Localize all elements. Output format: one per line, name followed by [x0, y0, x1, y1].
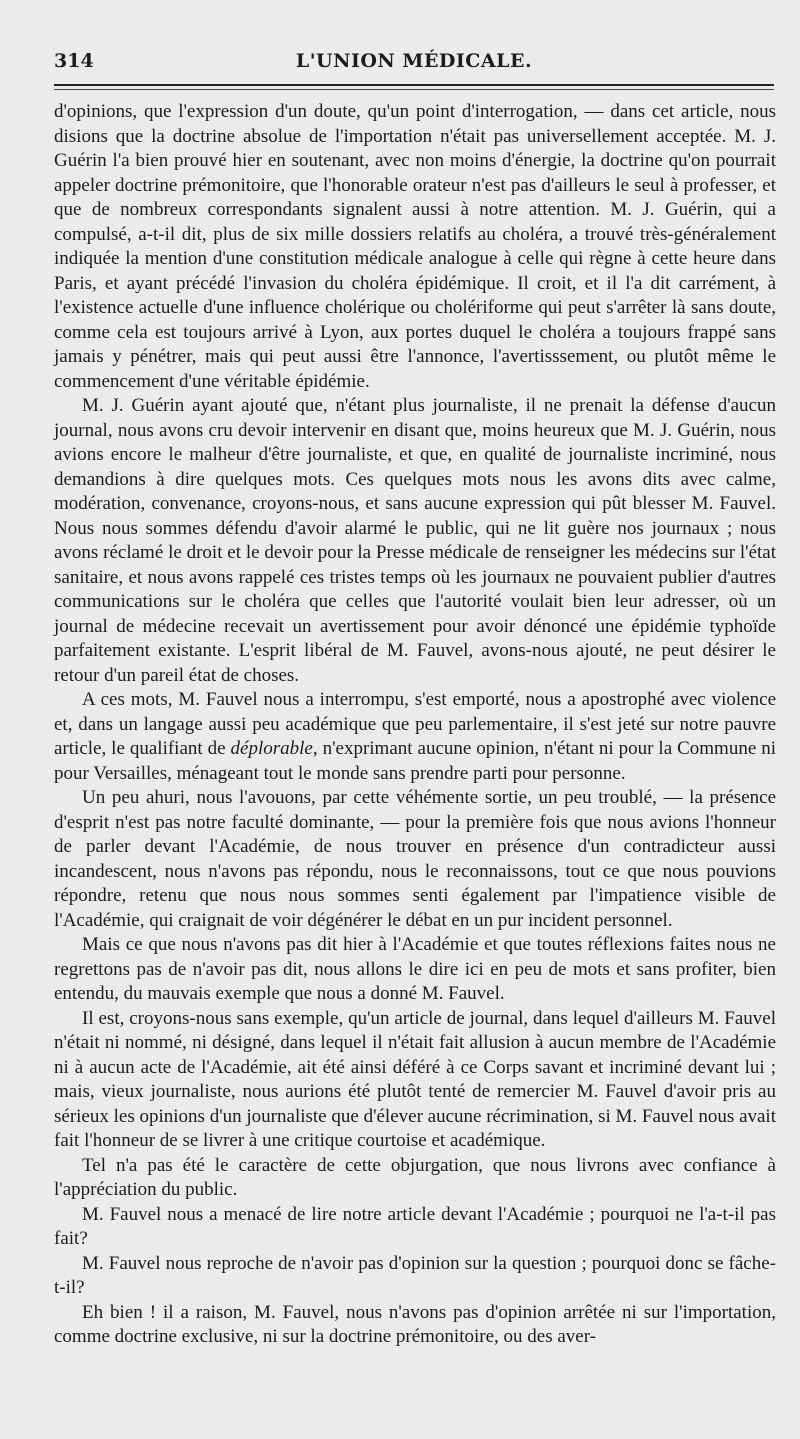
paragraph-text: A ces mots, M. Fauvel nous a interrompu, s'est emporté, nous a apostrophé avec violence et, dans un langage aussi peu académique que peu parlementaire, il s'est jeté sur notre pauvre article, le qualifiant de [54, 689, 776, 759]
paragraph: Il est, croyons-nous sans exemple, qu'un article de journal, dans lequel d'ailleurs M. Fauvel n'était ni nommé, ni désigné, dans lequel il n'était fait allusion à aucun membre de l'Académie ni à aucun acte de l'Académie, ait été ainsi déféré à ce Corps savant et incriminé devant lui ; mais, vieux journaliste, nous aurions été plutôt tenté de remercier M. Fauvel d'avoir pris au sérieux les opinions d'un journaliste que d'élever aucune récrimination, si M. Fauvel nous avait fait l'honneur de se livrer à une critique courtoise et académique. [54, 1007, 776, 1151]
running-title: L'UNION MÉDICALE. [295, 50, 533, 72]
paragraph: Un peu ahuri, nous l'avouons, par cette véhémente sortie, un peu troublé, — la présence d'esprit n'est pas notre faculté dominante, — pour la première fois que nous avions l'honneur de parler devant l'Académie, de nous trouver en présence d'un contradicteur aussi incandescent, nous n'avons pas répondu, nous le reconnaissons, tout ce que nous pouvions répondre, retenu que nous nous sommes senti également par l'impatience visible de l'Académie, qui craignait de voir dégénérer le débat en un pur incident personnel. [54, 787, 776, 931]
paragraph: Mais ce que nous n'avons pas dit hier à l'Académie et que toutes réflexions faites nous ne regrettons pas de n'avoir pas dit, nous allons le dire ici en peu de mots et sans profiter, bien entendu, du mauvais exemple que nous a donné M. Fauvel. [54, 934, 776, 1004]
paragraph: M. Fauvel nous reproche de n'avoir pas d'opinion sur la question ; pourquoi donc se fâche-t-il? [54, 1252, 776, 1298]
paragraph: Tel n'a pas été le caractère de cette objurgation, que nous livrons avec confiance à l'appréciation du public. [54, 1154, 776, 1200]
article-body [54, 100, 776, 1350]
paragraph: d'opinions, que l'expression d'un doute, qu'un point d'interrogation, — dans cet article, nous disions que la doctrine absolue de l'importation n'était pas universellement acceptée. M. J. Guérin l'a bien prouvé hier en soutenant, avec non moins d'énergie, la doctrine qu'on pourrait appeler doctrine prémonitoire, que l'honorable orateur n'est pas d'ailleurs le seul à professer, et que de nombreux correspondants signalent aussi à notre attention. M. J. Guérin, qui a compulsé, a-t-il dit, plus de six mille dossiers relatifs au choléra, a trouvé très-généralement indiquée la mention d'une constitution médicale analogue à celle qui règne à cette heure dans Paris, et ayant précédé l'invasion du choléra épidémique. Il croit, et il l'a dit carrément, à l'existence actuelle d'une influence cholérique ou cholériforme qui peut s'arrêter là sans doute, comme cela est toujours arrivé à Lyon, aux portes duquel le choléra a toujours frappé sans jamais y pénétrer, mais qui peut aussi être l'annonce, l'avertisssement, ou plutôt même le commencement d'une véritable épidémie. [54, 101, 776, 392]
header-rule-thin [54, 89, 774, 90]
paragraph: Eh bien ! il a raison, M. Fauvel, nous n'avons pas d'opinion arrêtée ni sur l'importation, comme doctrine exclusive, ni sur la doctrine prémonitoire, ou des aver- [54, 1301, 776, 1347]
paragraph [54, 688, 776, 786]
paragraph: M. J. Guérin ayant ajouté que, n'étant plus journaliste, il ne prenait la défense d'aucun journal, nous avons cru devoir intervenir en disant que, moins heureux que M. J. Guérin, nous avions encore le malheur d'être journaliste, et que, en qualité de journaliste incriminé, nous demandions à dire quelques mots. Ces quelques mots nous les avons dits avec calme, modération, convenance, croyons-nous, et sans aucune expression qui pût blesser M. Fauvel. Nous nous sommes défendu d'avoir alarmé le public, qui ne lit guère nos journaux ; nous avons réclamé le droit et le devoir pour la Presse médicale de renseigner les médecins sur l'état sanitaire, et nous avons rappelé ces tristes temps où les journaux ne pouvaient publier d'autres communications sur le choléra que celles que l'autorité voulait bien leur adresser, où un journal de médecine recevait un avertissement pour avoir dénoncé une épidémie typhoïde parfaitement existante. L'esprit libéral de M. Fauvel, avons-nous ajouté, ne peut désirer le retour d'un pareil état de choses. [54, 395, 776, 686]
paragraph: M. Fauvel nous a menacé de lire notre article devant l'Académie ; pourquoi ne l'a-t-il pas fait? [54, 1203, 776, 1249]
page-header [54, 0, 774, 80]
header-rule [54, 84, 774, 86]
page-number: 314 [54, 50, 94, 72]
paragraph-text: n'exprimant aucune opinion, n'étant ni pour la Commune ni pour Versailles, ménageant tout le monde sans prendre parti pour personne. [54, 738, 777, 784]
italic-word: déplorable, [230, 738, 318, 759]
